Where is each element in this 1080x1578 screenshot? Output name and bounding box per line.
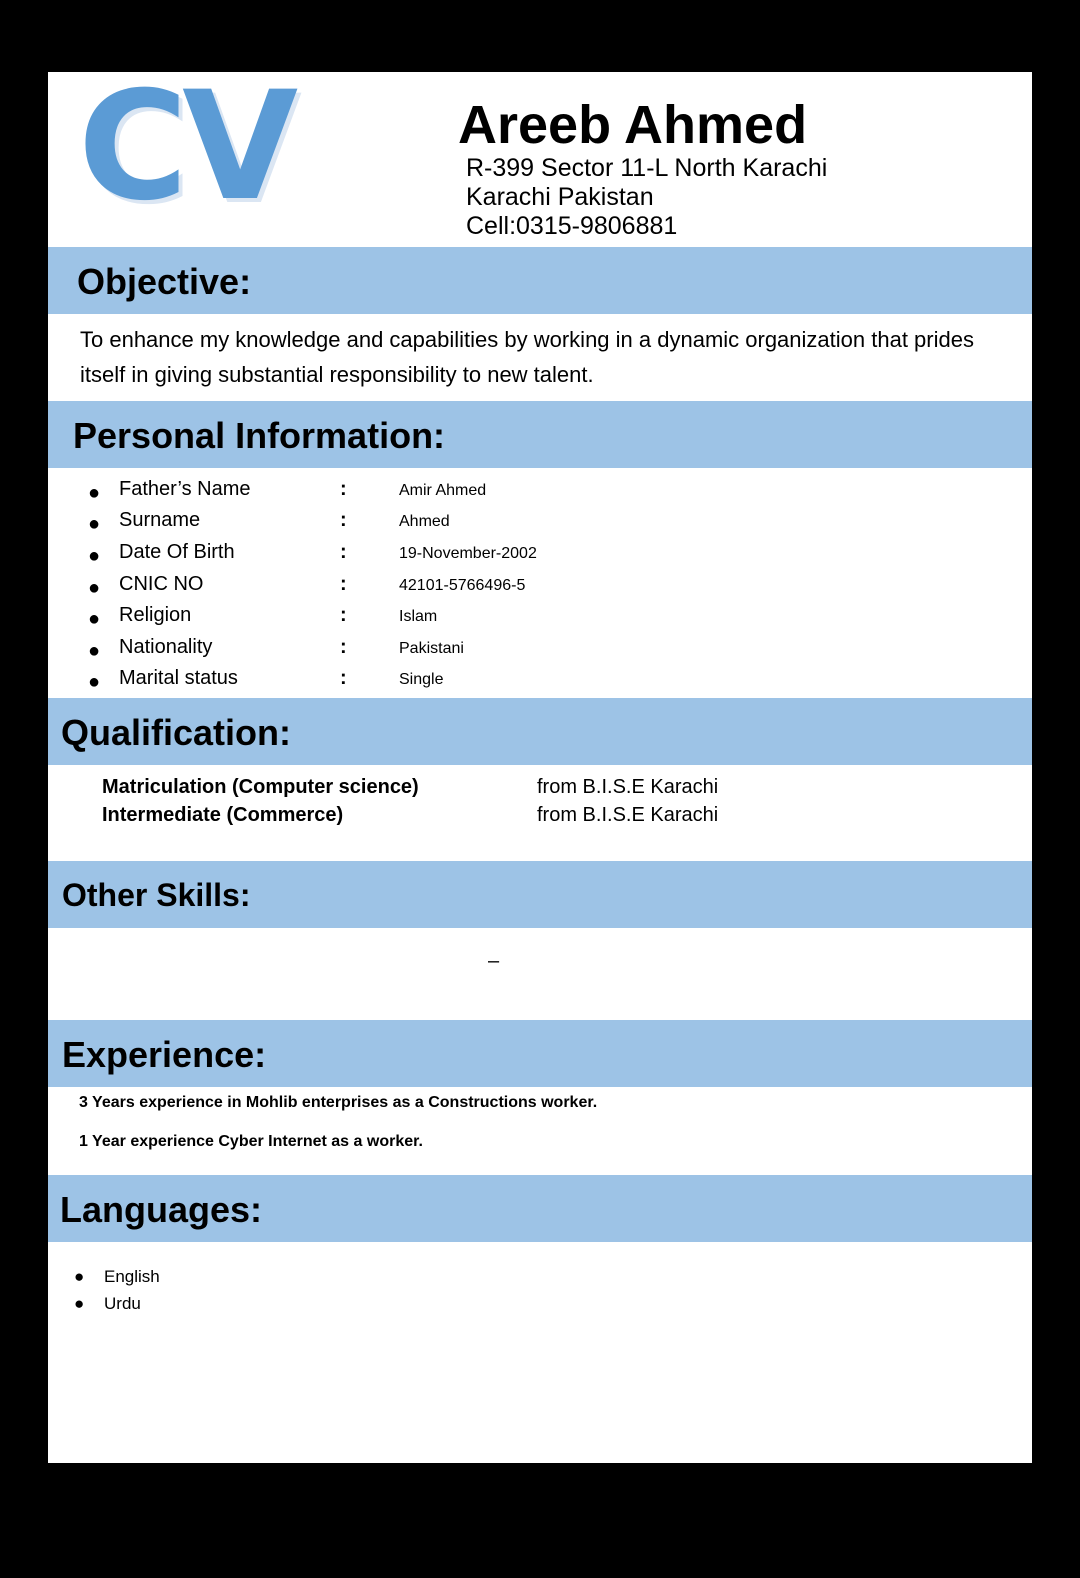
personal-info-label: Date Of Birth [119,541,235,563]
colon-separator: : [340,509,347,531]
bullet-icon: ● [88,608,101,630]
personal-info-label: Father’s Name [119,478,251,500]
personal-info-label: Marital status [119,667,238,689]
list-item [88,604,688,634]
list-item [88,667,688,697]
language-label: Urdu [104,1294,141,1313]
other-skills-heading: Other Skills: [62,877,251,913]
list-item [88,509,688,539]
bullet-icon: ● [88,671,101,693]
experience-item: 1 Year experience Cyber Internet as a worker. [79,1133,423,1150]
language-label: English [104,1267,160,1286]
personal-info-label: Surname [119,509,201,531]
languages-heading: Languages: [60,1189,263,1230]
cv-logo: CV [78,72,293,234]
list-item [88,573,688,603]
list-item [88,478,688,508]
colon-separator: : [340,573,347,595]
personal-info-heading: Personal Information: [73,415,446,456]
qualification-degree: Intermediate (Commerce) [102,804,344,826]
address-line-1: R-399 Sector 11-L North Karachi [466,154,828,182]
objective-section-bar [48,247,1032,314]
other-skills-section-bar [48,861,1032,928]
bullet-icon: ● [74,1267,85,1286]
colon-separator: : [340,636,347,658]
colon-separator: : [340,667,347,689]
other-skills-content: – [488,950,500,972]
personal-info-value: Amir Ahmed [399,482,487,499]
personal-info-value: Pakistani [399,640,464,657]
cv-page [48,72,1032,1463]
qualification-board: from B.I.S.E Karachi [537,804,719,826]
objective-text: To enhance my knowledge and capabilities by working in a dynamic organization that prides itself in giving substantial responsibility to new talent. [80,327,974,387]
personal-info-value: 19-November-2002 [399,545,537,562]
personal-info-value: Single [399,671,444,688]
objective-heading: Objective: [77,261,252,302]
experience-item: 3 Years experience in Mohlib enterprises as a Constructions worker. [79,1094,598,1111]
bullet-icon: ● [88,513,101,535]
personal-info-label: Religion [119,604,192,626]
address-line-2: Karachi Pakistan [466,183,654,211]
personal-info-section-bar [48,401,1032,468]
colon-separator: : [340,478,347,500]
personal-info-value: 42101-5766496-5 [399,577,526,594]
experience-section-bar [48,1020,1032,1087]
applicant-name: Areeb Ahmed [458,95,808,155]
contact-block [466,154,827,241]
personal-info-value: Ahmed [399,513,450,530]
cell-number: Cell:0315-9806881 [466,212,678,240]
bullet-icon: ● [88,545,101,567]
colon-separator: : [340,541,347,563]
bullet-icon: ● [88,577,101,599]
qualification-degree: Matriculation (Computer science) [102,776,419,798]
personal-info-label: CNIC NO [119,573,204,595]
bullet-icon: ● [88,482,101,504]
personal-info-value: Islam [399,608,438,625]
qualification-board: from B.I.S.E Karachi [537,776,719,798]
personal-info-label: Nationality [119,636,213,658]
experience-heading: Experience: [62,1034,267,1075]
qualification-section-bar [48,698,1032,765]
bullet-icon: ● [74,1294,85,1313]
qualification-heading: Qualification: [61,712,292,753]
list-item [88,541,688,571]
bullet-icon: ● [88,640,101,662]
languages-section-bar [48,1175,1032,1242]
colon-separator: : [340,604,347,626]
list-item [88,636,688,666]
